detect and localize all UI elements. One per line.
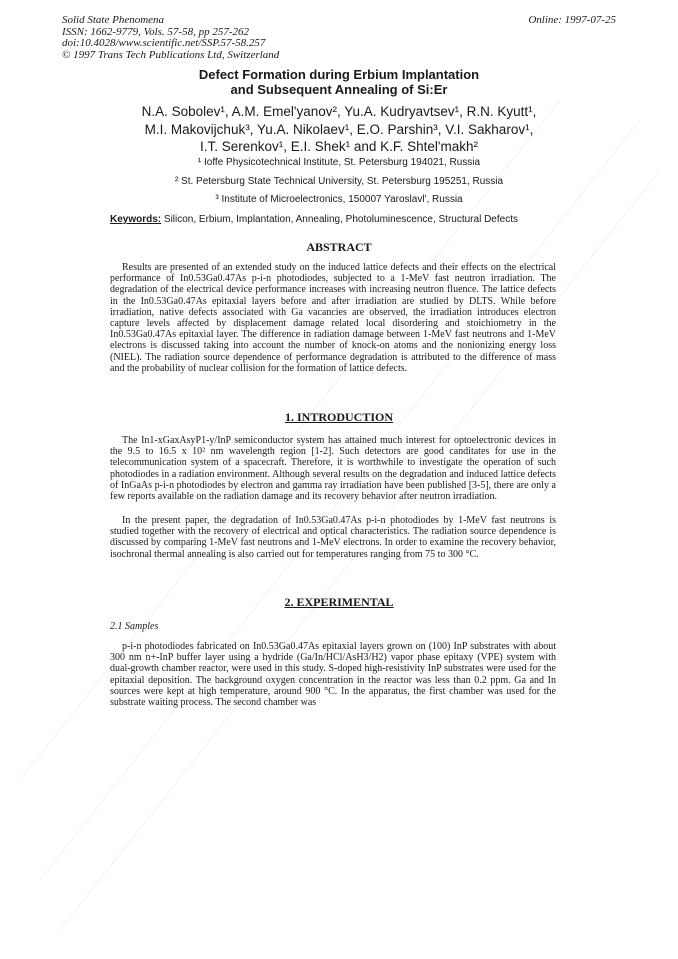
abstract-heading: ABSTRACT	[306, 240, 372, 254]
keywords	[110, 214, 518, 225]
affiliation-3: ³ Institute of Microelectronics, 150007 Yaroslavl', Russia	[215, 194, 463, 205]
samples-subheading: 2.1 Samples	[110, 621, 159, 632]
title-line-1: Defect Formation during Erbium Implantation	[198, 67, 480, 82]
author-list	[0, 103, 678, 156]
copyright-line: © 1997 Trans Tech Publications Ltd, Switzerland	[62, 48, 280, 61]
title-line-2: and Subsequent Annealing of Si:Er	[230, 82, 448, 97]
journal-name: Solid State Phenomena	[62, 14, 165, 26]
abstract-text: Results are presented of an extended study on the induced lattice defects and their effects on the electrical performance of In0.53Ga0.47As p-i-n photodiodes, subjected to a 1-MeV fast neutron irradiation. The degradation of the electrical device performance increases with increasing neutron fluence. The lattice defects in the In0.53Ga0.47As epitaxial layers before and after irradiation are studied by DLTS. While before irradiation, native defects associated with Ga vacancies are observed, the irradiation introduces electron capture levels affected by displacement damage related local disordering and stoichiometry in the In0.53Ga0.47As epitaxial layer. The difference in radiation damage between 1-MeV fast neutrons and 1-MeV electrons is discussed taking into account the number of knock-on atoms and the nonionizing energy loss (NIEL). The radiation source dependence of performance degradation is attributed to the difference of mass and the probability of nuclear collision for the formation of lattice defects.	[110, 262, 556, 374]
introduction-heading: 1. INTRODUCTION	[284, 410, 393, 424]
authors-line-2: M.I. Makovijchuk³, Yu.A. Nikolaev¹, E.O. Parshin³, V.I. Sakharov¹,	[144, 121, 534, 137]
issn-line: ISSN: 1662-9779, Vols. 57-58, pp 257-262	[62, 25, 249, 38]
introduction-paragraph-2: In the present paper, the degradation of In0.53Ga0.47As p-i-n photodiodes by 1-MeV fast neutrons is studied together with the recovery of electrical and optical characteristics. The radiation source dependence is discussed by comparing 1-MeV fast neutrons and 1-MeV electrons. In order to examine the recovery behavior, isochronal thermal annealing is also carried out for temperatures ranging from 75 to 300 °C.	[110, 515, 556, 560]
authors-line-1: N.A. Sobolev¹, A.M. Emel'yanov², Yu.A. Kudryavtsev¹, R.N. Kyutt¹,	[141, 104, 537, 119]
doi-line: doi:10.4028/www.scientific.net/SSP.57-58.257	[62, 37, 266, 49]
affiliation-2: ² St. Petersburg State Technical University, St. Petersburg 195251, Russia	[174, 176, 504, 187]
paper-title	[0, 67, 678, 97]
experimental-heading: 2. EXPERIMENTAL	[284, 595, 394, 609]
authors-line-3: I.T. Serenkov¹, E.I. Shek¹ and K.F. Shtel'makh²	[200, 139, 478, 154]
journal-header	[62, 15, 279, 61]
introduction-paragraph-1: The In1-xGaxAsyP1-y/InP semiconductor system has attained much interest for optoelectronic devices in the 9.5 to 16.5 x 10² nm wavelength region [1-2]. Such detectors are good canditates for use in the telecommunication system of a spacecraft. Therefore, it is worthwhile to investigate the operation of such photodiodes in a radiation environment. Although several results on the degradation and induced lattice defects of InGaAs p-i-n photodiodes by electron and gamma ray irradiation have been published [3-5], there are only a few reports available on the radiation damage and its recovery behavior after neutron irradiation.	[110, 435, 556, 503]
keywords-text: Silicon, Erbium, Implantation, Annealing, Photoluminescence, Structural Defects	[163, 214, 518, 225]
online-date: Online: 1997-07-25	[528, 14, 616, 26]
experimental-paragraph-1: p-i-n photodiodes fabricated on In0.53Ga0.47As epitaxial layers grown on (100) InP substrates with about 300 nm n+-InP buffer layer using a hydride (Ga/In/HCl/AsH3/H2) vapor phase epitaxy (VPE) system with dual-growth chamber reactor, were used in this study. S-doped high-resistivity InP substrates were used for the epitaxial deposition. The background oxygen concentration in the reactor was less than 0.2 ppm. Ga and In sources were kept at high temperature, around 900 °C. In the apparatus, the first chamber was used for the substrate waiting process. The second chamber was	[110, 641, 556, 709]
affiliation-1: ¹ Ioffe Physicotechnical Institute, St. Petersburg 194021, Russia	[197, 157, 481, 168]
keywords-label: Keywords:	[110, 214, 162, 225]
